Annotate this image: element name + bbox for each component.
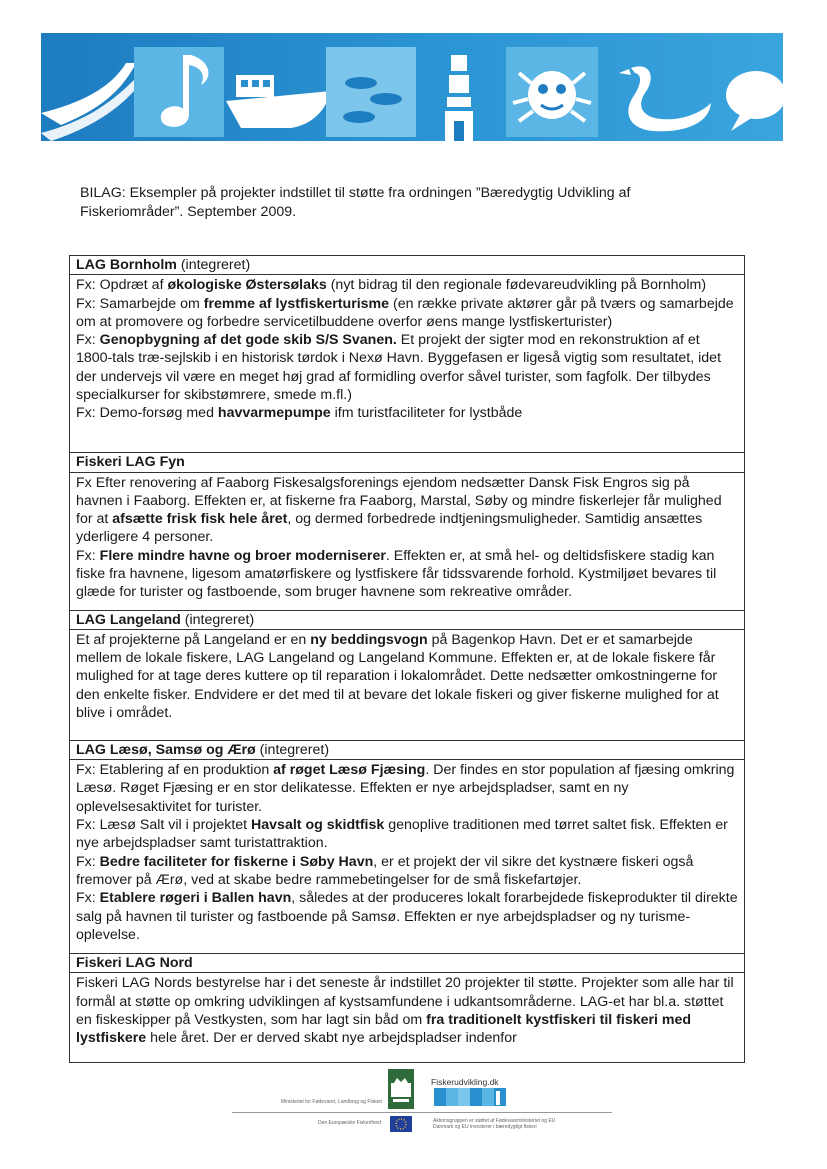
section-header-row [70,954,745,973]
eu-fund-text: Den Europæiske Fiskerifond [318,1120,382,1126]
project-paragraph [76,547,738,602]
music-note-icon [134,47,224,137]
section-header-row [70,740,745,759]
notice-text: Aktionsgruppen er støttet af Fødevareministeriet og EU Danmark og EU investerer i bæredygtigt fiskeri [433,1118,556,1130]
body-text: Fx: Opdræt af [76,277,168,294]
body-text: Et projekt der sigter mod en rekonstruktion af et 1800-tals træ-sejlskib i en historisk tørdok i Nexø Havn. Byggefasen er ligeså vigtig som resultatet, idet der undervejs vil være en meget høj grad af formidling overfor såvel turister, som fagfolk. Der tilbydes specialkurser for skibstømrere, smede m.fl.) [76,332,722,404]
section-body-row [70,275,745,453]
section-suffix: (integreret) [176,257,251,273]
section-suffix: (integreret) [180,611,255,628]
footer [0,1065,827,1165]
body-text: Fiskeri LAG Nords bestyrelse har i det seneste år indstillet 20 projekter til støtte. Projekter som alle har til formål at støtte op omkring udviklingen af kystsamfundene i udkantsområderne. LAG-et har bl.a. støttet en fiskeskipper på Vestkysten, som har lagt sin båd om [76,975,734,1029]
body-text: (nyt bidrag til den regionale fødevareudvikling på Bornholm) [326,277,707,294]
body-text: Fx: [76,547,100,564]
ministry-text: Ministeriet for Fødevarer, Landbrug og Fiskeri [281,1099,383,1105]
body-text: , og dermed forbedrede indtjeningsmuligheder. Samtidig ansættes yderligere 4 personer. [76,511,703,546]
highlight-text: økologiske Østersølaks [167,277,327,294]
section-title: LAG Læsø, Samsø og Ærø [76,741,256,758]
fish-icon [326,47,416,137]
section-body [70,629,745,740]
body-text: Et af projekterne på Langeland er en [76,631,311,648]
body-text: på Bagenkop Havn. Det er et samarbejde mellem de lokale fiskere, LAG Langeland og Langeland Kommune. Effekten er, at de lokale fiskere får mulighed for at tage deres kuttere op til reparation i lokalområdet. Dette nedsætter omkostningerne for den enkelte fisker. Endvidere er det med til at bevare det lokale fiskeri og giver fiskerne mulighed for at blive i området. [76,631,719,722]
project-paragraph [76,974,738,1047]
project-paragraph [76,474,738,547]
section-header [70,740,745,759]
section-title: Fiskeri LAG Nord [76,955,193,972]
body-text: Fx Efter renovering af Faaborg Fiskesalgsforenings ejendom nedsætter Dansk Fisk Engros sig på havnen i Faaborg. Effekten er, at fiskerne fra Faaborg, Marstal, Søby og mindre fiskerlejer får mulighed for at [76,474,722,528]
fiskerudvikling-logo [434,1088,506,1106]
body-text: . Der findes en stor population af fjæsing omkring Læsø. Røget Fjæsing er en stor delikatesse. Effekten er nye arbejdspladser, samt en ny oplevelsesaktivitet for turister. [76,762,735,815]
section-title: LAG Langeland [76,611,181,628]
project-paragraph [76,276,738,294]
highlight-text: afsætte frisk fisk hele året [112,511,288,528]
projects-table [69,255,745,1063]
body-text: Fx: Etablering af en produktion [76,762,274,779]
section-body [70,275,745,453]
crab-icon [506,47,598,137]
highlight-text: Bedre faciliteter for fiskerne i Søby Havn [99,853,374,870]
fiskerudvikling-label: Fiskerudvikling.dk [431,1077,499,1087]
highlight-text: havvarmepumpe [217,405,331,422]
section-body [70,472,745,610]
section-header [70,954,745,973]
section-body [70,760,745,954]
section-header [70,453,745,472]
eu-flag-icon [390,1116,412,1132]
body-text: Fx: Samarbejde om [76,295,204,312]
footer-divider [232,1112,612,1113]
body-text: , er et projekt der vil sikre det kystnære fiskeri også fremover på Ærø, ved at skabe bedre rammebetingelser for de små fiskefartøjer. [76,853,694,888]
highlight-text: fremme af lystfiskerturisme [203,295,390,312]
body-text: . Effekten er, at små hel- og deltidsfiskere stadig kan fiske fra havnene, ligesom amatørfiskere og lystfiskere får tidssvarende forhold. Kystmiljøet bevares til glæde for turister og fastboende, som bruger havnene som rekreative områder. [76,547,717,601]
ministry-logo [388,1069,414,1109]
section-body-row [70,973,745,1063]
highlight-text: ny beddingsvogn [310,631,428,648]
project-paragraph [76,889,738,944]
body-text: Fx: [76,890,100,907]
project-paragraph [76,295,738,332]
section-body-row [70,472,745,610]
body-text: ifm turistfaciliteter for lystbåde [330,405,523,422]
section-header-row [70,610,745,629]
project-paragraph [76,404,738,422]
highlight-text: Etablere røgeri i Ballen havn [99,890,292,907]
project-paragraph [76,816,738,853]
body-text: hele året. Der er derved skabt nye arbejdspladser indenfor [146,1030,517,1047]
body-text: Fx: Demo-forsøg med [76,405,218,422]
section-header [70,256,745,275]
section-body-row [70,629,745,740]
project-paragraph [76,331,738,404]
section-header-row [70,256,745,275]
highlight-text: af røget Læsø Fjæsing [273,762,426,779]
highlight-text: Havsalt og skidtfisk [251,817,385,834]
body-text: genoplive traditionen med tørret saltet fisk. Effekten er nye arbejdspladser samt turistattraktion. [76,817,728,852]
section-suffix: (integreret) [255,741,330,758]
body-text: (en række private aktører går på tværs og samarbejde om at promovere og forbedre servicetilbuddene overfor øens mange lystfiskerturister) [76,295,734,330]
project-paragraph [76,761,738,816]
body-text: Fx: Læsø Salt vil i projektet [76,817,252,834]
highlight-text: Flere mindre havne og broer moderniserer [99,547,386,564]
body-text: Fx: [76,853,100,870]
intro-text: BILAG: Eksempler på projekter indstillet til støtte fra ordningen ”Bæredygtig Udvikling af Fiskeriområder”. September 2009. [80,185,631,220]
section-title: Fiskeri LAG Fyn [76,454,185,471]
body-text: Fx: [76,332,100,349]
project-paragraph [76,853,738,890]
highlight-text: Genopbygning af det gode skib S/S Svanen. [99,332,397,349]
body-text: , således at der produceres lokalt forarbejdede fiskeprodukter til direkte salg på havnen til turister og fastboende på Samsø. Effekten er nye arbejdspladser og ny turisme-oplevelse. [76,890,738,943]
project-paragraph [76,631,738,722]
section-header [70,610,745,629]
section-header-row [70,453,745,472]
highlight-text: fra traditionelt kystfiskeri til fiskeri med lystfiskere [76,1012,692,1047]
section-title: LAG Bornholm [76,257,177,273]
header-banner [41,33,783,141]
section-body [70,973,745,1063]
section-body-row [70,760,745,954]
